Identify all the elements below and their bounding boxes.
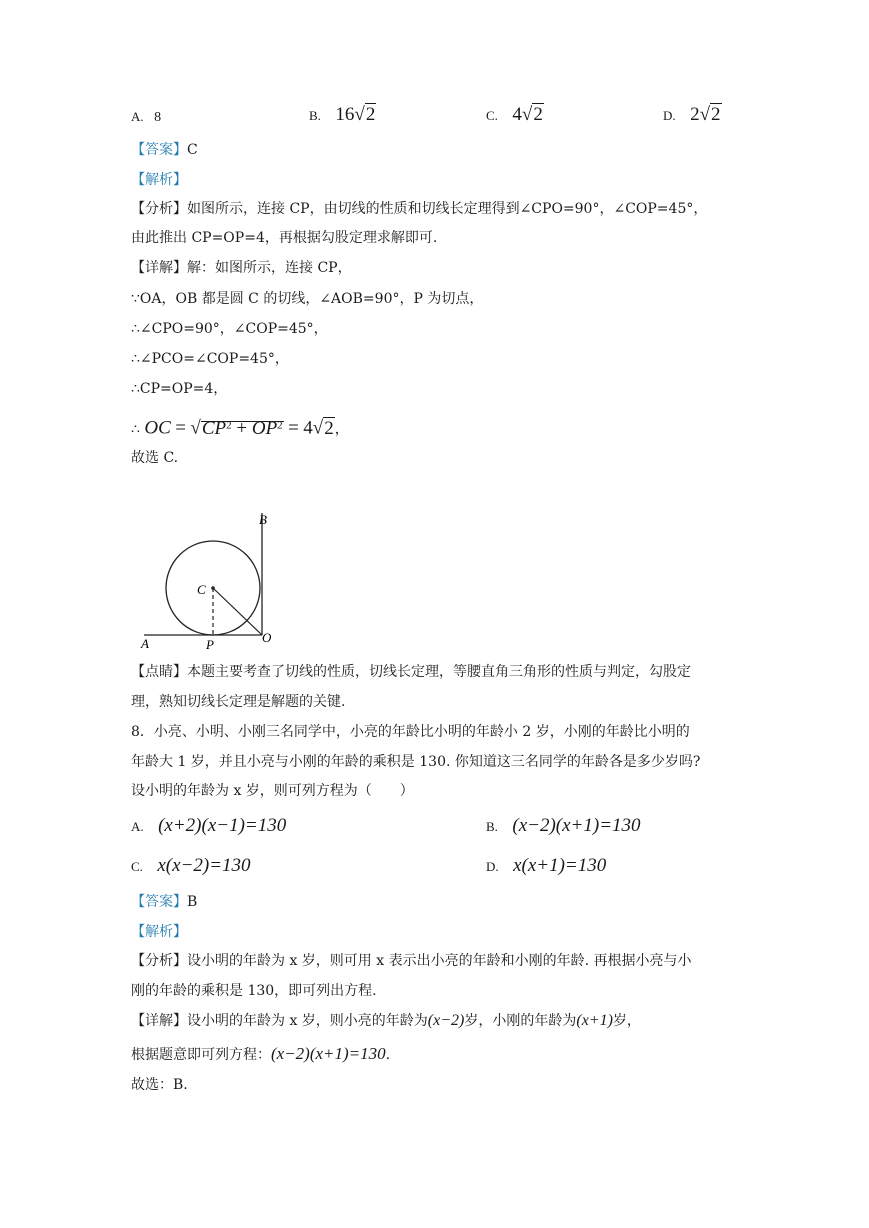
expr-xiaogang: (x+1) <box>576 1012 613 1029</box>
option-letter: C. <box>131 859 143 874</box>
xiangjie-text-a: 设小明的年龄为 x 岁，则小亮的年龄为 <box>187 1013 428 1029</box>
point-c <box>211 586 215 590</box>
equation: (x−2)(x+1)=130 <box>271 1044 386 1063</box>
q7-step5: ∴ OC = $√CP^2 + OP^2 = 4√2$， <box>131 417 349 439</box>
q8-option-c <box>131 854 251 879</box>
therefore-symbol: ∴ <box>131 421 140 438</box>
q7-step4: ∴CP=OP=4， <box>131 381 228 397</box>
sqrt-sign: √ <box>190 417 201 439</box>
q7-option-b <box>309 105 376 126</box>
q7-dianjing-line1: 【点睛】本题主要考查了切线的性质，切线长定理，等腰直角三角形的性质与判定，勾股定 <box>131 664 691 680</box>
sqrt-sign: √ <box>354 104 365 125</box>
analysis-tag: 解析 <box>145 172 173 188</box>
analysis-tag: 解析 <box>145 924 173 940</box>
fenxi-text: 设小明的年龄为 x 岁，则可用 x 表示出小亮的年龄和小刚的年龄. 再根据小亮与小 <box>187 953 692 969</box>
result-radicand: 2 <box>324 417 334 439</box>
q7-step2: ∴∠CPO=90°，∠COP=45°， <box>131 321 328 337</box>
sup-a: 2 <box>226 419 232 431</box>
sqrt-sign: √ <box>699 104 711 125</box>
fenxi-tag: 分析 <box>145 201 173 217</box>
answer-value: B <box>187 894 198 910</box>
q8-fenxi-line1: 【分析】设小明的年龄为 x 岁，则可用 x 表示出小亮的年龄和小刚的年龄. 再根据小亮与小 <box>131 953 692 969</box>
q8-option-b <box>486 814 641 839</box>
q7-analysis-heading: 【解析】 <box>131 172 187 188</box>
dianjing-text: 本题主要考查了切线的性质，切线长定理，等腰直角三角形的性质与判定，勾股定 <box>187 664 691 680</box>
q7-option-a <box>131 107 161 128</box>
option-expr: (x+2)(x−1)=130 <box>158 815 287 836</box>
option-letter: A. <box>131 819 144 834</box>
q8-choose: 故选：B. <box>131 1077 188 1093</box>
xiangjie-text-c: 岁， <box>612 1013 641 1029</box>
answer-value: C <box>187 142 198 158</box>
radicand: $CP^2 + OP^2$ <box>201 417 283 439</box>
q8-stem-line1: 8．小亮、小明、小刚三名同学中，小亮的年龄比小明的年龄小 2 岁，小刚的年龄比小明的 <box>131 724 690 740</box>
sup-b: 2 <box>277 419 283 431</box>
label-a: A <box>141 636 149 651</box>
q7-step3: ∴∠PCO=∠COP=45°， <box>131 351 289 367</box>
xiangjie-tag: 详解 <box>145 260 173 276</box>
q8-answer: 【答案】B <box>131 894 198 910</box>
option-expr: x(x+1)=130 <box>513 855 607 876</box>
answer-tag: 答案 <box>145 894 173 910</box>
q7-fenxi-line1: 【分析】如图所示，连接 CP，由切线的性质和切线长定理得到∠CPO=90°，∠COP=45°， <box>131 201 708 217</box>
option-value-prefix: 4 <box>512 104 522 125</box>
q7-step1: ∵OA，OB 都是圆 C 的切线，∠AOB=90°，P 为切点， <box>131 291 484 307</box>
step5-lhs: OC <box>144 417 171 439</box>
xiangjie-tag: 详解 <box>145 1013 173 1029</box>
option-value-prefix: 2 <box>690 104 700 125</box>
radicand-b: OP <box>251 417 278 439</box>
xiangjie-text: 根据题意即可列方程： <box>131 1047 271 1063</box>
xiangjie-text: 解：如图所示，连接 CP， <box>187 260 352 276</box>
q7-dianjing-line2: 理，熟知切线长定理是解题的关键. <box>131 694 346 710</box>
q7-fenxi-line2: 由此推出 CP=OP=4，再根据勾股定理求解即可. <box>131 230 438 246</box>
option-letter: D. <box>663 108 676 123</box>
option-letter: A. <box>131 109 144 124</box>
dianjing-tag: 点睛 <box>145 664 173 680</box>
label-o: O <box>262 630 272 645</box>
option-expr: (x−2)(x+1)=130 <box>512 815 641 836</box>
period: . <box>385 1047 391 1063</box>
option-value-radicand: 2 <box>365 104 376 125</box>
q8-stem-line2: 年龄大 1 岁，并且小亮与小刚的年龄的乘积是 130. 你知道这三名同学的年龄各是多少岁吗? <box>131 754 701 770</box>
q7-option-c <box>486 105 544 126</box>
sqrt-sign: √ <box>521 104 533 125</box>
q8-option-a <box>131 814 286 839</box>
q8-xiangjie-line1: 【详解】设小明的年龄为 x 岁，则小亮的年龄为(x−2)岁，小刚的年龄为(x+1)岁， <box>131 1012 641 1029</box>
result-prefix: 4 <box>303 417 313 439</box>
q8-xiangjie-line2 <box>131 1043 390 1066</box>
option-value-radicand: 2 <box>533 104 543 125</box>
answer-tag: 答案 <box>145 142 173 158</box>
option-letter: B. <box>486 819 498 834</box>
option-letter: B. <box>309 108 321 123</box>
xiangjie-text-b: 岁，小刚的年龄为 <box>464 1013 577 1029</box>
label-p: P <box>206 637 214 652</box>
circle-tangent-figure <box>138 509 298 654</box>
option-letter: D. <box>486 859 499 874</box>
fenxi-tag: 分析 <box>145 953 173 969</box>
option-letter: C. <box>486 108 498 123</box>
label-c: C <box>197 582 206 597</box>
q8-stem-line3: 设小明的年龄为 x 岁，则可列方程为（ ） <box>131 783 414 799</box>
tail: ， <box>334 421 349 438</box>
option-value: 8 <box>154 110 162 125</box>
option-expr: x(x−2)=130 <box>157 855 251 876</box>
q8-fenxi-line2: 刚的年龄的乘积是 130，即可列出方程. <box>131 983 377 999</box>
q7-option-d <box>663 105 722 126</box>
radicand-a: CP <box>201 417 227 439</box>
q8-analysis-heading: 【解析】 <box>131 924 187 940</box>
option-value-radicand: 2 <box>711 104 721 125</box>
q8-option-d <box>486 854 606 879</box>
q7-choose: 故选 C. <box>131 450 179 466</box>
fenxi-text: 如图所示，连接 CP，由切线的性质和切线长定理得到∠CPO=90°，∠COP=45°， <box>187 201 708 217</box>
label-b: B <box>259 512 267 527</box>
option-value-prefix: 16 <box>335 104 355 125</box>
q7-xiangjie-line1: 【详解】解：如图所示，连接 CP， <box>131 260 352 276</box>
step5-eq: = <box>175 417 186 439</box>
q7-answer: 【答案】C <box>131 142 198 158</box>
expr-xiaoliang: (x−2) <box>427 1012 465 1029</box>
sqrt-sign: √ <box>312 417 324 439</box>
